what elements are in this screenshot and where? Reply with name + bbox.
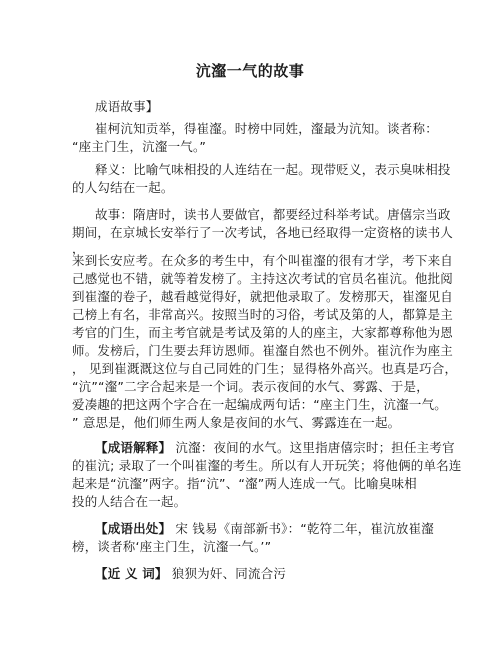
paragraph-line: ， 见到崔溉溉这位与自己同姓的门生；显得格外高兴。也真是巧合， <box>72 361 458 376</box>
paragraph-line: 考官的门生，而主考官就是考试及第的人的座主，大家都尊称他为恩 <box>72 325 454 340</box>
paragraph-line: 期间，在京城长安举行了一次考试，各地已经取得一定资格的读书人 <box>72 225 454 240</box>
paragraph-line <box>95 564 286 583</box>
synonyms-label: 【近 义 词】 <box>95 566 168 581</box>
idiom-explanation-label: 【成语解释】 <box>95 440 172 455</box>
paragraph-line: ， <box>72 241 85 256</box>
paragraph-text: 宋 钱易《南部新书》：“乾符二年，崔沆放崔瀣 <box>171 521 434 536</box>
idiom-source-label: 【成语出处】 <box>95 521 172 536</box>
paragraph-line: 爱凑趣的把这两个字合在一起编成两句话：“座主门生，沆瀣一气。 <box>72 397 447 412</box>
paragraph-text: 狼狈为奸、同流合污 <box>167 566 287 581</box>
paragraph-line: 来到长安应考。在众多的考生中，有个叫崔瀣的很有才学，考下来自 <box>72 253 454 268</box>
paragraph-line: “沆”“瀣”二字合起来是一个词。表示夜间的水气、雾露、于是， <box>72 379 429 394</box>
paragraph-line <box>95 438 455 457</box>
paragraph-line: 的人勾结在一起。 <box>72 180 174 195</box>
page-title: 沆瀣一气的故事 <box>195 62 305 80</box>
paragraph-line: 的崔沆; 录取了一个叫崔瀣的考生。所以有人开玩笑；将他俩的单名连 <box>72 458 462 473</box>
paragraph-line <box>95 519 434 538</box>
paragraph-line: 故事：隋唐时，读书人要做官，都要经过科举考试。唐僖宗当政 <box>95 207 451 222</box>
paragraph-line: 投的人结合在一起。 <box>72 494 187 509</box>
paragraph-line: 师。发榜后，门生要去拜访恩师。崔瀣自然也不例外。崔沆作为座主 <box>72 343 454 358</box>
paragraph-line: 释义：比喻气味相投的人连结在一起。现带贬义，表示臭味相投 <box>95 162 451 177</box>
paragraph-line: 起来是“沆瀣”两字。指“沆”、“瀣”两人连成一气。比喻臭味相 <box>72 476 417 491</box>
paragraph-line: 己感觉也不错，就等着发榜了。主持这次考试的官员名崔沆。他批阅 <box>72 271 454 286</box>
paragraph-line: 到崔瀣的卷子，越看越觉得好，就把他录取了。发榜那天，崔瀣见自 <box>72 289 454 304</box>
paragraph-line: 己榜上有名，非常高兴。按照当时的习俗，考试及第的人，都算是主 <box>72 307 454 322</box>
section-heading: 成语故事】 <box>95 99 159 114</box>
paragraph-text: 沆瀣：夜间的水气。这里指唐僖宗时；担任主考官 <box>171 440 455 455</box>
paragraph-line: 崔柯沆知贡举，得崔瀣。时榜中同姓，瀣最为沆知。谈者称： <box>95 121 438 136</box>
paragraph-line: 榜，谈者称‘座主门生，沆瀣一气。’” <box>72 539 272 554</box>
paragraph-line: “座主门生，沆瀣一气。” <box>72 139 207 154</box>
paragraph-line: ” 意思是，他们师生两人象是夜间的水气、雾露连在一起。 <box>72 415 401 430</box>
